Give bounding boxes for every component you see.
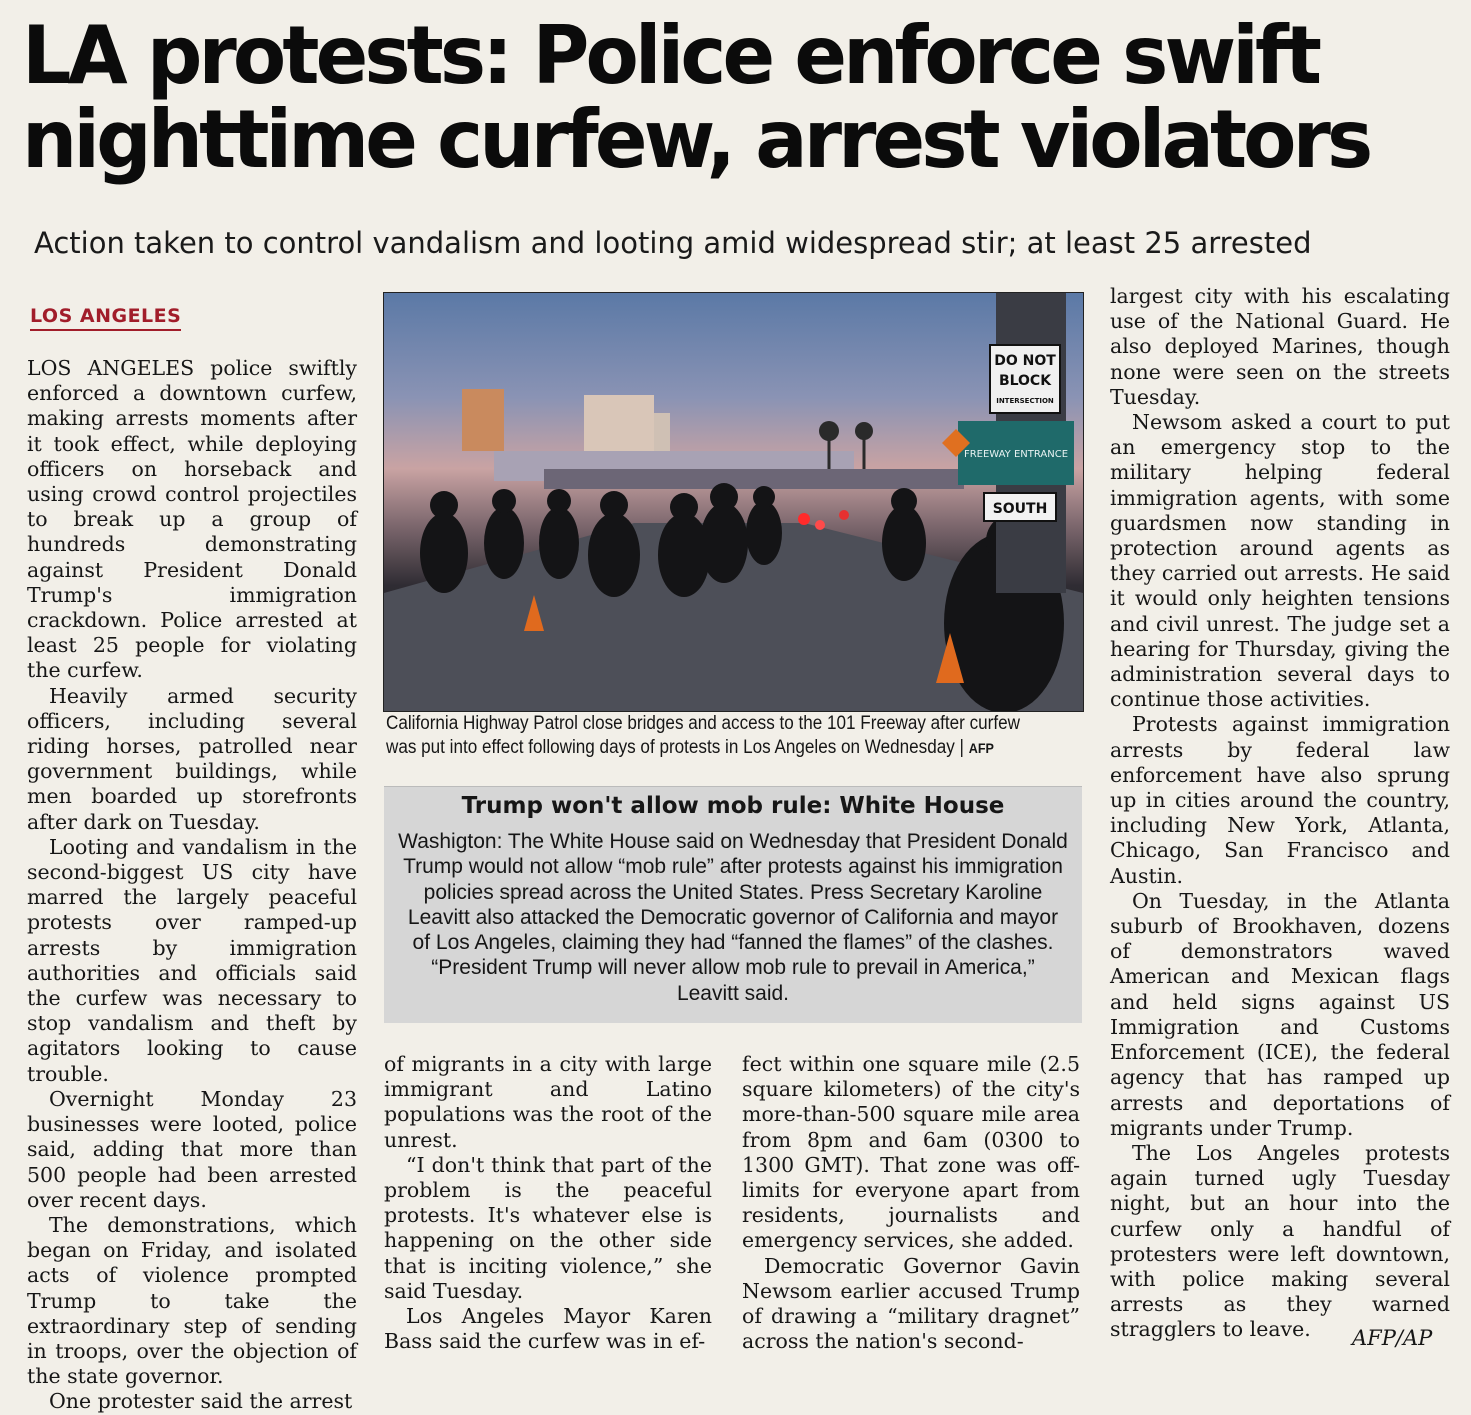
sidebar-title: Trump won't allow mob rule: White House — [461, 793, 1005, 819]
subheadline: Action taken to control vandalism and looting amid widespread stir; at least 25 arrested — [34, 226, 1312, 260]
paragraph: fect within one square mile (2.5 square kilometers) of the city's more-than-500 square mile area from 8pm and 6am (0300 to 1300 GMT). That zone was off-limits for everyone apart from residents, journalists and emergency services, she added. — [742, 1052, 1080, 1253]
article-credit: AFP/AP — [1352, 1326, 1433, 1350]
photo-illustration — [384, 293, 1083, 711]
paragraph: On Tuesday, in the Atlanta suburb of Brookhaven, dozens of demonstrators waved American and Mexican flags and held signs against US Immigration and Customs Enforcement (ICE), the federal agency that has ramped up arrests and deportations of migrants under Trump. — [1110, 888, 1450, 1140]
article-column-3 — [742, 1052, 1080, 1354]
headline-line-2: nighttime curfew, arrest violators — [22, 93, 1370, 186]
paragraph: The demonstrations, which began on Friday, and isolated acts of violence prompted Trump to take the extraordinary step of sending in troops, over the objection of the state governor. — [27, 1212, 357, 1389]
paragraph: Newsom asked a court to put an emergency stop to the military helping federal immigration agents, with some guardsmen now standing in protection around agents as they carried out arrests. He said it would only heighten tensions and civil unrest. The judge set a hearing for Thursday, giving the administration several days to continue those activities. — [1110, 410, 1450, 712]
news-photo — [383, 292, 1084, 712]
caption-line-1: California Highway Patrol close bridges and access to the 101 Freeway after curfew — [386, 713, 1020, 734]
paragraph: Democratic Governor Gavin Newsom earlier accused Trump of drawing a “military dragnet” across the nation's second- — [742, 1253, 1080, 1354]
paragraph: “I don't think that part of the problem is the peaceful protests. It's whatever else is happening on the other side that is inciting violence,” she said Tuesday. — [384, 1152, 712, 1303]
paragraph: One protester said the arrest — [49, 1389, 353, 1414]
headline-line-1: LA protests: Police enforce swift — [22, 9, 1319, 102]
paragraph: Protests against immigration arrests by federal law enforcement have also sprung up in cities around the country, including New York, Atlanta, Chicago, San Francisco and Austin. — [1110, 712, 1450, 888]
caption-text: was put into effect following days of protests in Los Angeles on Wednesday | — [386, 737, 964, 758]
paragraph: of migrants in a city with large immigrant and Latino populations was the root of the unrest. — [384, 1052, 712, 1152]
paragraph: Looting and vandalism in the second-biggest US city have marred the largely peaceful protests over ramped-up arrests by immigration authorities and officials said the curfew was necessary to stop vandalism and theft by agitators looking to cause trouble. — [27, 834, 357, 1086]
caption-line-2 — [386, 736, 1016, 760]
paragraph: Los Angeles Mayor Karen Bass said the curfew was in ef- — [384, 1304, 712, 1354]
article-column-2 — [384, 1052, 712, 1354]
headline — [22, 9, 1419, 186]
sign-do-not: DO NOT — [994, 353, 1056, 369]
photo-credit: AFP — [968, 740, 994, 756]
sign-intersection: INTERSECTION — [996, 397, 1054, 405]
paragraph: Heavily armed security officers, including several riding horses, patrolled near government buildings, while men boarded up storefronts after dark on Tuesday. — [27, 683, 357, 834]
paragraph: LOS ANGELES police swiftly enforced a downtown curfew, making arrests moments after it took effect, while deploying officers on horseback and using crowd control projectiles to break up a group of hundreds demonstrating against President Donald Trump's immigration crackdown. Police arrested at least 25 people for violating the curfew. — [27, 356, 357, 683]
article-column-1 — [27, 356, 357, 1415]
paragraph: largest city with his escalating use of the National Guard. He also deployed Marines, though none were seen on the streets Tuesday. — [1110, 284, 1450, 409]
sidebar-body: Washigton: The White House said on Wednesday that President Donald Trump would not allow “mob rule” after protests against his immigration policies spread across the United States. Press Secretary Karoline Leavitt also attacked the Democratic governor of California and mayor of Los Angeles, claiming they had “fanned the flames” of the clashes. “President Trump will never allow mob rule to prevail in America,” Leavitt said. — [398, 830, 1068, 1005]
article-column-4 — [1110, 284, 1450, 1343]
sign-freeway: FREEWAY ENTRANCE — [963, 449, 1069, 460]
sign-block: BLOCK — [998, 373, 1052, 389]
paragraph: Overnight Monday 23 businesses were looted, police said, adding that more than 500 people had been arrested over recent days. — [27, 1086, 357, 1212]
dateline: LOS ANGELES — [30, 305, 181, 331]
sign-south: SOUTH — [992, 501, 1048, 517]
sidebar-box — [384, 786, 1082, 1023]
photo-caption — [386, 712, 1020, 760]
paragraph: The Los Angeles protests again turned ugly Tuesday night, but an hour into the curfew only a handful of protesters were left downtown, with police making several arrests as they warned stragglers to leave. — [1110, 1140, 1450, 1342]
